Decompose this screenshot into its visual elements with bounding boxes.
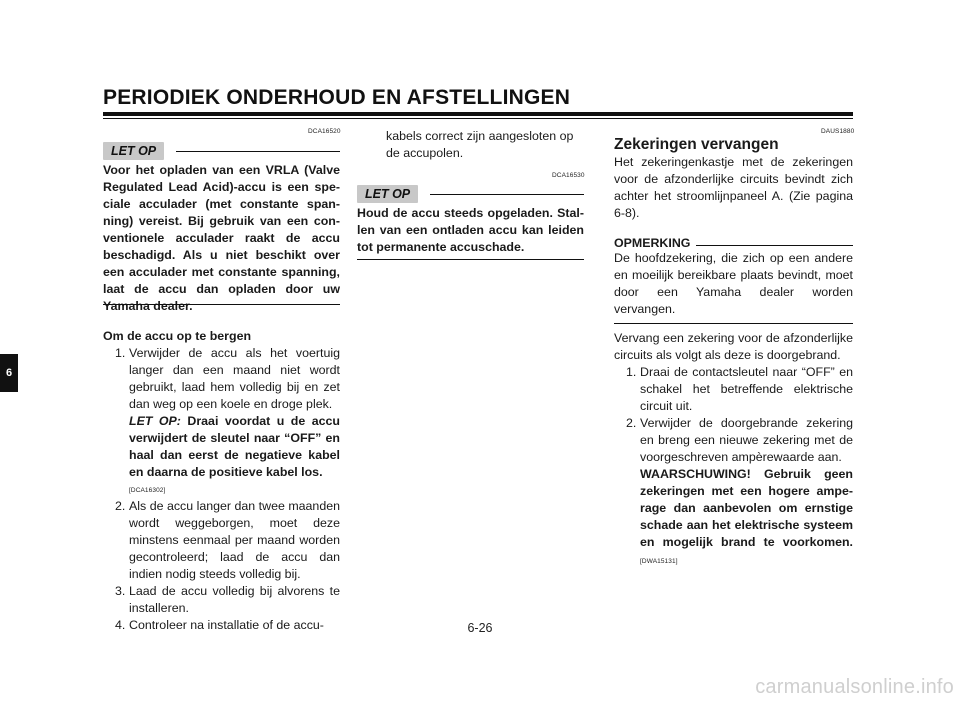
code-dca16302: [DCA16302]: [129, 487, 166, 494]
header-rule: [103, 112, 853, 116]
watermark: carmanualsonline.info: [755, 676, 954, 698]
list-item: [103, 583, 340, 617]
code-dca16520: DCA16520: [308, 128, 341, 135]
list-item-text: Verwijder de doorgebrande zekering en breng een nieuwe zekering met de voorgeschreven ampèrewaarde aan.: [640, 416, 853, 464]
note-end-rule: [614, 323, 853, 324]
store-section: [103, 328, 340, 634]
code-dca16530: DCA16530: [552, 172, 585, 179]
list-item-number: 4.: [115, 618, 126, 632]
fuse-intro: Het zekeringenkastje met de zekeringen voor de afzonderlijke circuits bevindt zich achter het stroomlijnpaneel A. (Zie pagina 6-8).: [614, 155, 853, 220]
note-header: [614, 236, 853, 250]
caution-end-rule-left: [103, 304, 340, 305]
replace-intro: Vervang een zekering voor de afzonderlijke circuits als volgt als deze is doorgebrand.: [614, 331, 853, 362]
list-item-text: Draai de contactsleutel naar “OFF” en schakel het betreffende elektrische circuit uit.: [640, 365, 853, 413]
list-item: [614, 364, 853, 415]
list-item-text: Controleer na installatie of de accu-: [129, 618, 324, 632]
caution-badge: LET OP: [357, 185, 418, 203]
code-daus1880: DAUS1880: [821, 128, 855, 135]
list-item-number: 1.: [626, 365, 637, 379]
caution-end-rule-middle: [357, 259, 584, 260]
note-text: De hoofdzekering, die zich op een andere en moeilijk bereikbare plaats bevindt, moet door een Yamaha dealer worden vervangen.: [614, 251, 853, 316]
page-number: 6-26: [467, 621, 493, 635]
caution-text-left: Voor het opladen van een VRLA (Valve Regulated Lead Acid)-accu is een speciale acculader (met constante spanning) vereist. Bij gebruik van een conventionele acculader raakt de accu beschadigd. Als u niet beschikt over een acculader met constante spanning, laat de accu dan opladen door uw Yamaha dealer.: [103, 163, 340, 313]
list-item-number: 3.: [115, 584, 126, 598]
inline-caution-text: Draai voordat u de accu verwijdert de sleutel naar “OFF” en haal dan eerst de negatieve kabel en daarna de positieve kabel los.: [129, 414, 340, 479]
inline-caution-label: LET OP:: [129, 414, 181, 428]
caution-badge: LET OP: [103, 142, 164, 160]
list-item-number: 2.: [115, 499, 126, 513]
chapter-tab-number: 6: [5, 367, 13, 379]
caution-rule: [430, 194, 584, 195]
list-item-text: Als de accu langer dan twee maanden wordt weggeborgen, moet deze minstens eenmaal per maand worden gecontroleerd; laad de accu dan indien nodig steeds volledig bij.: [129, 499, 340, 581]
caution-header-left: [103, 142, 340, 160]
fuse-section: [614, 136, 853, 570]
page-header-title: PERIODIEK ONDERHOUD EN AFSTELLINGEN: [103, 86, 571, 109]
list-item-text: Verwijder de accu als het voertuig langer dan een maand niet wordt gebruikt, laad hem volledig bij en zet dan weg op een koele en droge plek.: [129, 346, 340, 411]
caution-rule: [176, 151, 340, 152]
chapter-tab: [0, 354, 18, 392]
list-item-number: 2.: [626, 416, 637, 430]
warning-text: [640, 466, 853, 570]
list-item-text: Laad de accu volledig bij alvorens te installeren.: [129, 584, 340, 615]
note-label: OPMERKING: [614, 236, 691, 250]
code-dwa15131: [DWA15131]: [640, 558, 678, 565]
note-rule: [696, 245, 853, 246]
caution-text-middle: Houd de accu steeds opgeladen. Stallen van een ontladen accu kan leiden tot permanente accuschade.: [357, 206, 584, 254]
cable-continuation: kabels correct zijn aangesloten op de accupolen.: [386, 129, 574, 160]
header-rule-thin: [103, 118, 853, 119]
caution-header-middle: [357, 185, 584, 203]
list-item-number: 1.: [115, 346, 126, 360]
inline-caution: [129, 413, 340, 481]
list-item: [103, 498, 340, 583]
warning-body: WAARSCHUWING! Gebruik geen zekeringen met een hogere amperage dan aanbevolen om ernstige schade aan het elektrische systeem en mogelijk brand te voorkomen.: [640, 467, 853, 549]
list-item: [614, 415, 853, 570]
list-item: [103, 345, 340, 497]
store-heading: Om de accu op te bergen: [103, 329, 252, 343]
section-title: Zekeringen vervangen: [614, 136, 779, 153]
